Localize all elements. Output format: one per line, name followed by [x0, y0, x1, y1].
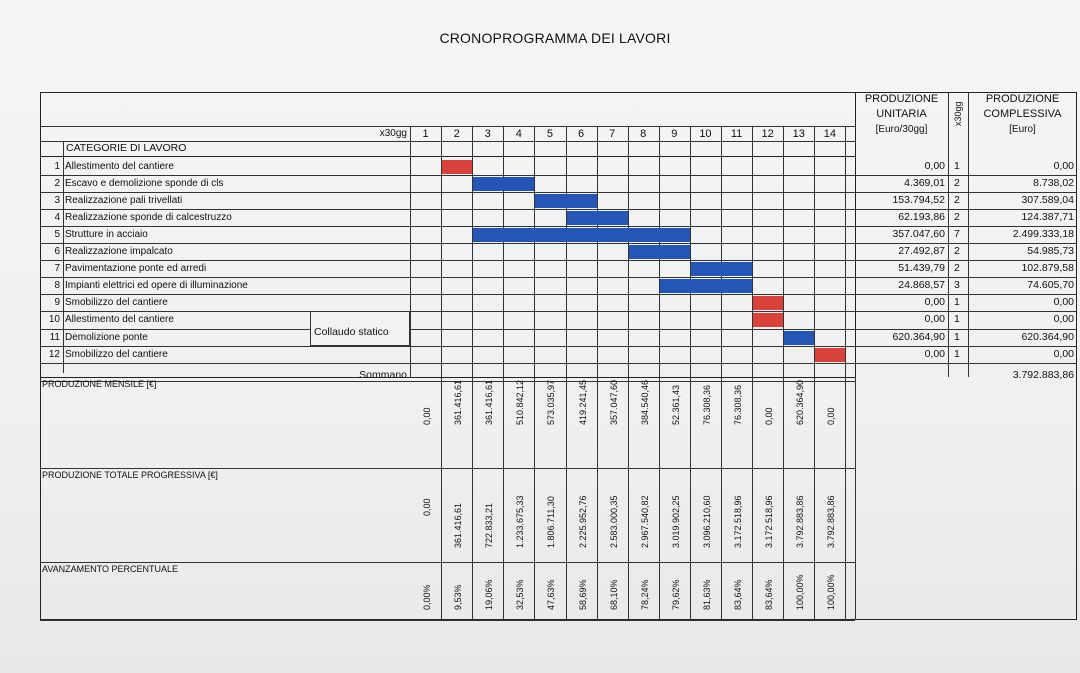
grid-line — [40, 226, 1077, 227]
duration-count: 1 — [954, 296, 960, 309]
grid-line — [40, 156, 855, 157]
grid-line — [410, 126, 411, 377]
prod-complessiva-header: [Euro] — [1009, 124, 1036, 135]
section-value: 3.792.883,86 — [826, 495, 837, 548]
section-label: AVANZAMENTO PERCENTUALE — [42, 564, 179, 574]
collaudo-box: Collaudo statico — [310, 311, 410, 345]
grid-line — [690, 126, 691, 620]
unit-production: 62.193,86 — [898, 210, 945, 223]
section-label: PRODUZIONE MENSILE [€] — [42, 379, 157, 389]
section-value: 361.416,61 — [453, 502, 464, 548]
total-production: 0,00 — [1053, 159, 1074, 172]
section-value: 52.361,43 — [670, 384, 681, 425]
prod-complessiva-header: COMPLESSIVA — [983, 108, 1062, 120]
month-header-8: 8 — [640, 128, 647, 140]
grid-line — [441, 126, 442, 620]
section-value: 1.806.711,30 — [546, 496, 557, 548]
section-value: 573.035,97 — [546, 379, 557, 425]
task-label: Impianti elettrici ed opere di illuminazione — [65, 280, 248, 292]
total-production: 54.985,73 — [1027, 245, 1074, 257]
grid-line — [40, 329, 1077, 330]
grid-line — [503, 126, 504, 620]
month-header-1: 1 — [422, 128, 429, 140]
section-value: 384.540,46 — [639, 379, 650, 425]
month-header-12: 12 — [761, 128, 774, 140]
task-label: Strutture in acciaio — [65, 228, 148, 240]
duration-count: 1 — [954, 159, 960, 172]
month-header-11: 11 — [730, 128, 743, 140]
grid-line — [855, 377, 856, 620]
unit-production: 0,00 — [924, 296, 945, 309]
section-value: 2.583.000,35 — [608, 495, 619, 548]
unit-production: 0,00 — [924, 347, 945, 360]
grid-line — [40, 346, 1077, 347]
unit-production: 357.047,60 — [892, 227, 945, 240]
total-production: 0,00 — [1053, 347, 1074, 360]
task-label: Smobilizzo del cantiere — [65, 348, 168, 360]
section-value: 419.241,45 — [577, 379, 588, 425]
task-label: Escavo e demolizione sponde di cls — [65, 177, 224, 189]
task-number: 8 — [54, 280, 60, 292]
section-value: 76.308,36 — [733, 384, 743, 425]
grid-line — [40, 294, 1077, 295]
task-number: 5 — [54, 228, 60, 240]
categories-header: CATEGORIE DI LAVORO — [66, 142, 187, 154]
grid-line — [40, 562, 855, 563]
grid-line — [40, 311, 1077, 312]
section-value: 100,00% — [826, 574, 837, 610]
gantt-bar — [753, 296, 783, 310]
month-header-2: 2 — [453, 128, 460, 140]
unit-label: x30gg — [379, 128, 407, 139]
section-value: 83,64% — [764, 579, 775, 610]
month-header-13: 13 — [792, 128, 805, 140]
unit-production: 620.364,90 — [892, 330, 945, 343]
section-value: 19,06% — [484, 579, 495, 610]
total-production: 2.499.333,18 — [1012, 227, 1074, 240]
grid-line — [40, 377, 855, 378]
section-value: 9,53% — [453, 584, 464, 610]
section-value: 0,00 — [826, 407, 837, 425]
task-label: Realizzazione pali trivellati — [65, 194, 183, 206]
section-value: 76.308,36 — [701, 384, 712, 425]
gantt-bar — [691, 262, 752, 276]
duration-count: 2 — [954, 210, 960, 223]
month-header-3: 3 — [484, 128, 491, 140]
section-value: 0,00 — [422, 407, 432, 425]
task-number: 4 — [54, 211, 60, 223]
grid-line — [659, 126, 660, 620]
section-value: 361.416,61 — [484, 379, 495, 425]
duration-count: 1 — [954, 330, 960, 343]
grand-total: 3.792.883,86 — [1012, 368, 1074, 381]
grid-line — [40, 126, 855, 127]
duration-count: 3 — [954, 279, 960, 292]
section-value: 47,63% — [546, 579, 557, 610]
section-value: 3.172.518,96 — [764, 495, 775, 548]
month-header-6: 6 — [577, 128, 585, 140]
section-value: 68,10% — [608, 579, 619, 610]
section-value: 1.233.675,33 — [515, 495, 526, 548]
month-header-5: 5 — [546, 128, 553, 140]
section-value: 2.225.952,76 — [577, 495, 588, 548]
month-header-9: 9 — [671, 128, 678, 140]
grid-line — [721, 126, 722, 620]
gantt-bar — [753, 313, 783, 327]
grid-line — [40, 192, 1077, 193]
grid-line — [472, 126, 473, 620]
section-value: 357.047,60 — [608, 379, 619, 425]
task-number: 3 — [54, 194, 60, 206]
total-production: 0,00 — [1053, 296, 1074, 309]
gantt-bar — [629, 245, 690, 259]
section-value: 3.172.518,96 — [733, 495, 743, 548]
section-value: 81,63% — [701, 579, 712, 610]
unit-production: 0,00 — [924, 159, 945, 172]
grid-line — [783, 126, 784, 620]
grid-line — [40, 277, 1077, 278]
total-production: 0,00 — [1053, 313, 1074, 326]
duration-count: 2 — [954, 176, 960, 189]
total-production: 620.364,90 — [1021, 330, 1074, 343]
unit-production: 153.794,52 — [892, 193, 945, 206]
task-label: Realizzazione sponde di calcestruzzo — [65, 211, 232, 223]
prod-unitaria-header: UNITARIA — [876, 108, 927, 120]
gantt-bar — [567, 211, 628, 225]
task-label: Realizzazione impalcato — [65, 246, 173, 257]
task-label: Pavimentazione ponte ed arredi — [65, 263, 207, 275]
gantt-bar — [784, 331, 814, 345]
grid-line — [814, 126, 815, 620]
section-value: 32,53% — [515, 579, 526, 610]
task-label: Allestimento del cantiere — [65, 160, 174, 172]
section-value: 3.096.210,60 — [701, 495, 712, 548]
section-value: 2.967.540,82 — [639, 495, 650, 548]
duration-count: 1 — [954, 313, 960, 326]
gantt-bar — [660, 279, 752, 293]
section-value: 83,64% — [733, 579, 743, 610]
total-production: 74.605,70 — [1027, 279, 1074, 292]
section-value: 3.792.883,86 — [795, 495, 806, 548]
grid-line — [40, 243, 1077, 244]
month-header-14: 14 — [823, 128, 836, 140]
unit-production: 24.868,57 — [898, 279, 945, 292]
grid-line — [948, 92, 949, 377]
grid-line — [597, 126, 598, 620]
section-value: 0,00 — [422, 498, 432, 516]
total-production: 102.879,58 — [1021, 262, 1074, 275]
section-value: 361.416,61 — [453, 379, 464, 425]
prod-complessiva-header: PRODUZIONE — [985, 93, 1060, 105]
task-number: 10 — [48, 314, 60, 326]
grid-line — [40, 260, 1077, 261]
grid-line — [40, 363, 1077, 364]
task-number: 6 — [54, 246, 60, 257]
grid-line — [40, 381, 855, 382]
duration-count: 2 — [954, 193, 960, 206]
task-label: Smobilizzo del cantiere — [65, 297, 168, 309]
unit-production: 0,00 — [924, 313, 945, 326]
grid-line — [63, 141, 64, 373]
grid-line — [40, 468, 855, 469]
task-number: 11 — [49, 331, 60, 343]
month-header-7: 7 — [609, 128, 616, 140]
task-number: 2 — [54, 177, 60, 189]
task-number: 12 — [48, 348, 60, 360]
total-production: 307.589,04 — [1021, 193, 1074, 206]
section-value: 79,62% — [670, 579, 681, 610]
section-label: PRODUZIONE TOTALE PROGRESSIVA [€] — [42, 470, 218, 480]
gantt-bar — [535, 194, 596, 208]
duration-count: 1 — [954, 347, 960, 360]
section-value: 0,00% — [422, 584, 432, 610]
section-value: 620.364,90 — [795, 379, 806, 425]
total-production: 8.738,02 — [1033, 176, 1074, 189]
task-number: 1 — [54, 160, 60, 172]
page-title: CRONOPROGRAMMA DEI LAVORI — [439, 30, 671, 46]
task-label: Demolizione ponte — [65, 331, 148, 343]
task-label: Allestimento del cantiere — [65, 314, 174, 326]
gantt-bar — [473, 177, 534, 191]
task-number: 9 — [54, 297, 60, 309]
grid-line — [40, 209, 1077, 210]
month-header-4: 4 — [515, 128, 522, 140]
section-value: 0,00 — [764, 407, 775, 425]
sommano-label: Sommano — [359, 368, 407, 381]
gantt-bar — [442, 160, 472, 174]
section-value: 78,24% — [639, 579, 650, 610]
grid-line — [40, 175, 1077, 176]
duration-count: 7 — [954, 227, 960, 240]
unit-production: 4.369,01 — [904, 176, 945, 189]
prod-unitaria-header: PRODUZIONE — [864, 93, 939, 105]
unit-production: 51.439,79 — [898, 262, 945, 275]
prod-unitaria-header: [Euro/30gg] — [875, 124, 928, 135]
duration-count: 2 — [954, 245, 960, 257]
count-header: x30gg — [953, 101, 963, 126]
section-value: 58,69% — [577, 579, 588, 610]
section-value: 510.842,12 — [515, 379, 526, 425]
month-header-10: 10 — [699, 128, 712, 140]
grid-line — [628, 126, 629, 620]
duration-count: 2 — [954, 262, 960, 275]
task-number: 7 — [54, 263, 60, 275]
section-value: 722.833,21 — [484, 502, 495, 548]
grid-line — [40, 620, 855, 621]
gantt-bar — [473, 228, 690, 242]
section-value: 100,00% — [795, 574, 806, 610]
unit-production: 27.492,87 — [898, 245, 945, 257]
grid-line — [752, 126, 753, 620]
grid-line — [845, 126, 846, 620]
section-value: 3.019.902,25 — [670, 495, 681, 548]
total-production: 124.387,71 — [1021, 210, 1074, 223]
gantt-bar — [815, 348, 845, 362]
